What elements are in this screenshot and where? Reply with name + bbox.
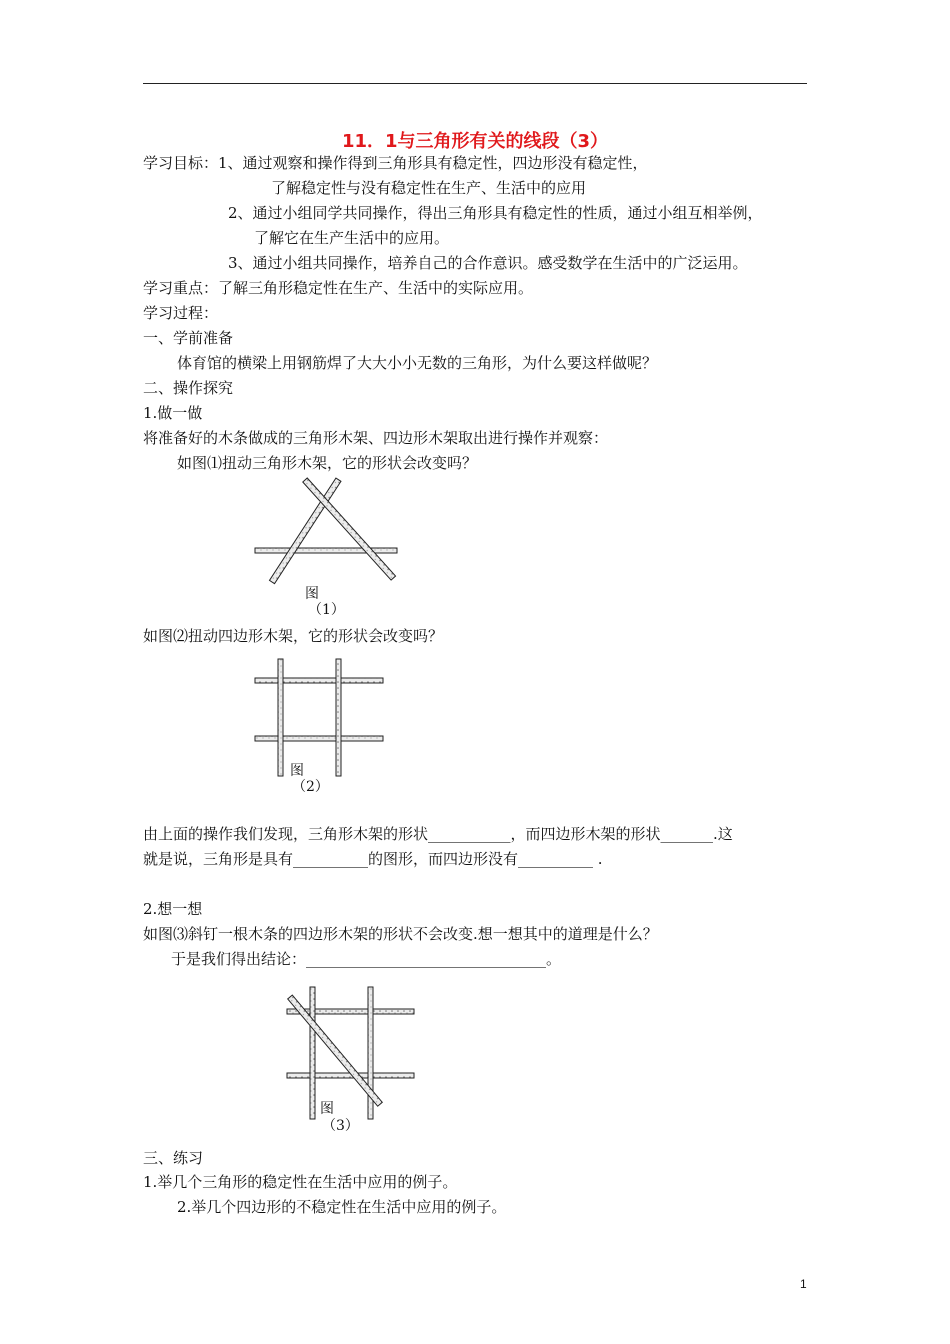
study-focus: 学习重点：了解三角形稳定性在生产、生活中的实际应用。 [143,279,534,297]
triangle-frame-figure [250,474,400,589]
figure-3-label: 图 [320,1101,334,1117]
section-2-heading: 二、操作探究 [143,379,234,397]
exercise-2: 2.举几个四边形的不稳定性在生活中应用的例子。 [177,1198,507,1216]
section-3-heading: 三、练习 [143,1149,204,1167]
question-1: 如图⑴扭动三角形木架，它的形状会改变吗？ [177,454,478,472]
exercise-1: 1.举几个三角形的稳定性在生活中应用的例子。 [143,1173,458,1191]
goal-line-2: 了解稳定性与没有稳定性在生产、生活中的应用 [271,179,587,197]
section-1-text: 体育馆的横梁上用钢筋焊了大大小小无数的三角形，为什么要这样做呢？ [177,354,658,372]
conclusion-fill-in: 于是我们得出结论：________________________________。 [171,950,562,968]
figure-2-number: （2） [292,779,329,795]
subsection-think: 2.想一想 [143,900,203,918]
goal-line-5: 3、通过小组共同操作，培养自己的合作意识。感受数学在生活中的广泛运用。 [228,254,748,272]
conclusion-line-1: 由上面的操作我们发现，三角形木架的形状___________，而四边形木架的形状_______.这 [143,825,733,843]
page-title: 11．1与三角形有关的线段（3） [341,131,609,152]
quadrilateral-frame-figure [252,656,387,778]
subsection-do: 1.做一做 [143,404,203,422]
goal-line-3: 2、通过小组同学共同操作，得出三角形具有稳定性的性质，通过小组互相举例， [228,204,763,222]
study-process: 学习过程： [143,304,219,322]
braced-quadrilateral-figure [282,985,417,1123]
figure-3-number: （3） [322,1118,359,1134]
section-1-heading: 一、学前准备 [143,329,234,347]
conclusion-line-2: 就是说，三角形是具有__________的图形，而四边形没有__________ . [143,850,603,868]
question-3: 如图⑶斜钉一根木条的四边形木架的形状不会改变.想一想其中的道理是什么？ [143,925,658,943]
question-2: 如图⑵扭动四边形木架，它的形状会改变吗？ [143,627,444,645]
goal-line-4: 了解它在生产生活中的应用。 [254,229,450,247]
figure-1-number: （1） [308,602,345,618]
header-rule [143,83,807,84]
figure-2-label: 图 [290,763,304,779]
operation-intro: 将准备好的木条做成的三角形木架、四边形木架取出进行操作并观察： [143,429,609,447]
figure-1-label: 图 [305,586,319,602]
page-number: 1 [800,1277,807,1291]
goal-line-1: 学习目标：1、通过观察和操作得到三角形具有稳定性，四边形没有稳定性， [143,154,648,172]
